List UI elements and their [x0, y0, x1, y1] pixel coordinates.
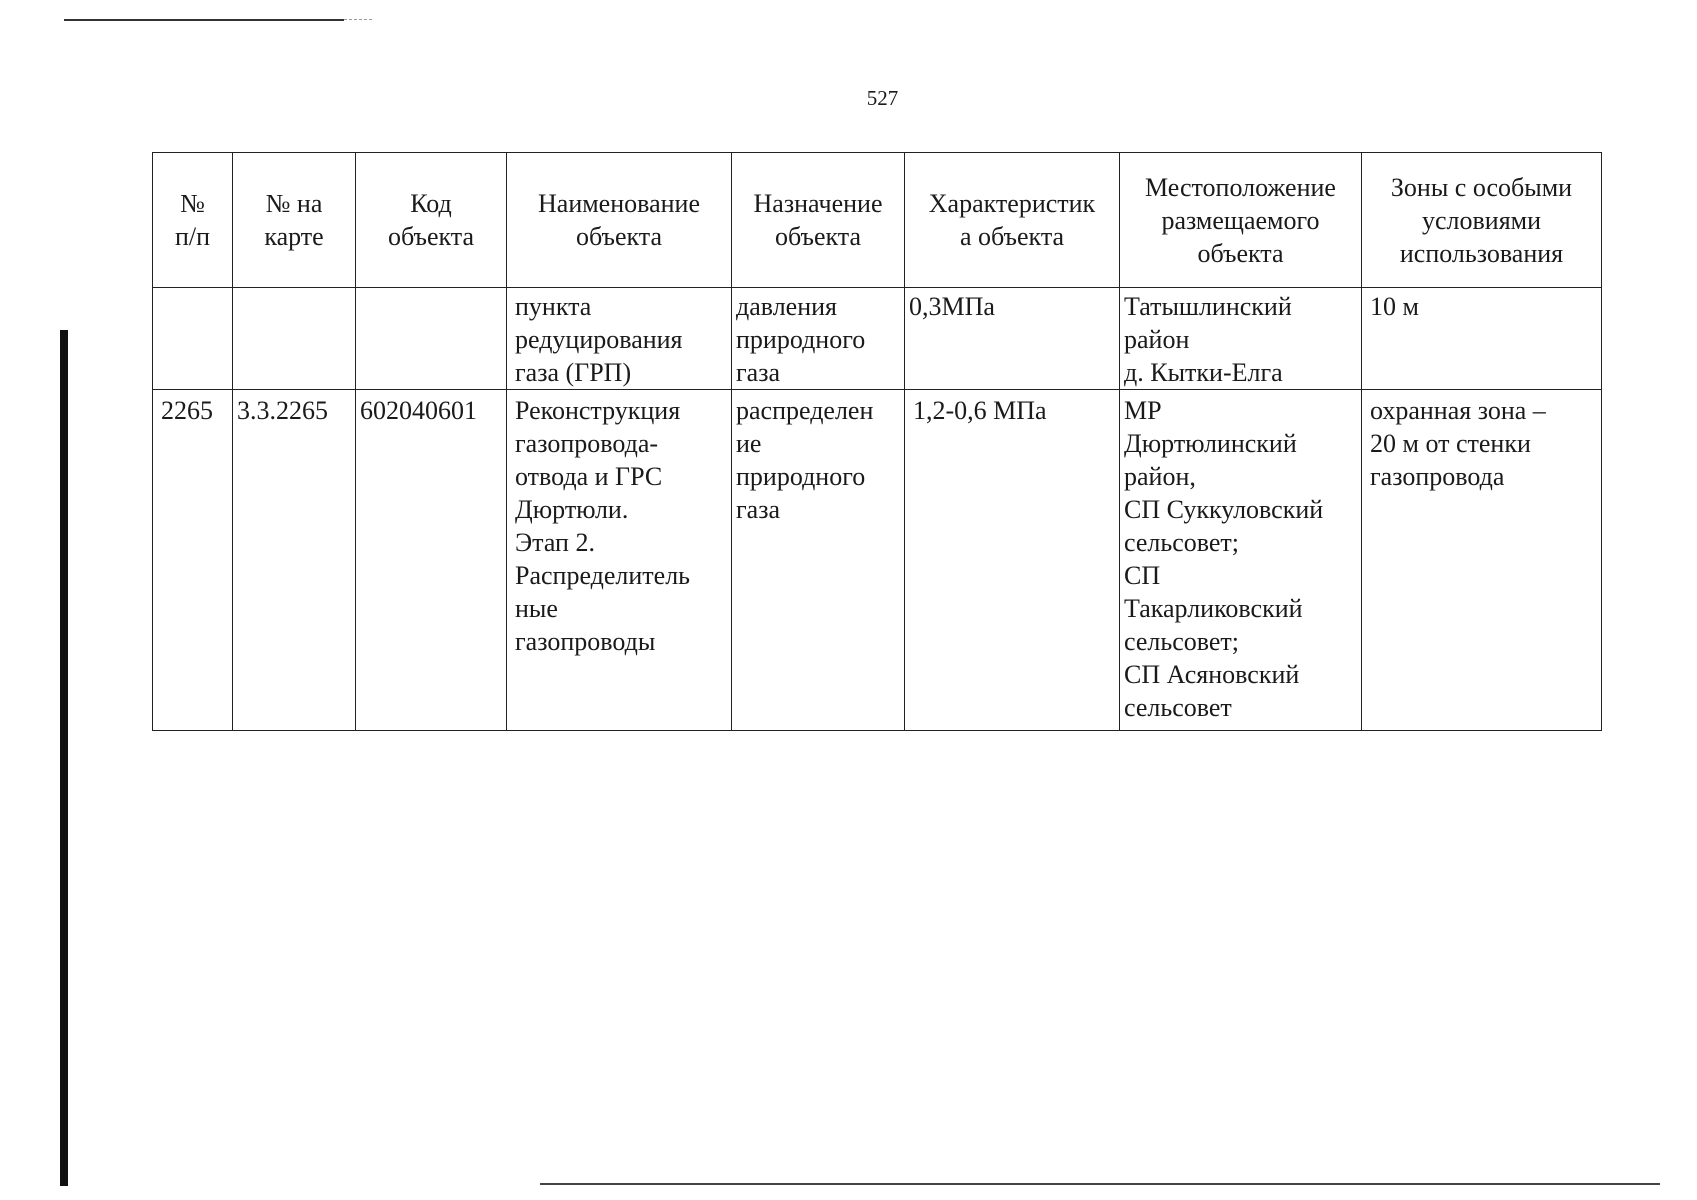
cell-object-location: Татышлинский район д. Кытки-Елга: [1120, 288, 1362, 390]
header-object-code: Код объекта: [356, 153, 507, 288]
cell-special-zones: 10 м: [1362, 288, 1602, 390]
table-row: [153, 390, 1602, 731]
cell-special-zones: охранная зона – 20 м от стенки газопровода: [1362, 390, 1602, 731]
cell-object-characteristic: 1,2-0,6 МПа: [905, 390, 1120, 731]
cell-map-number: [233, 288, 356, 390]
cell-object-code: 602040601: [356, 390, 507, 731]
cell-object-location: МР Дюртюлинский район, СП Суккуловский сельсовет; СП Такарликовский сельсовет; СП Асяновский сельсовет: [1120, 390, 1362, 731]
cell-object-characteristic: 0,3МПа: [905, 288, 1120, 390]
table-header-row: [153, 153, 1602, 288]
top-margin-rule: [64, 19, 344, 21]
cell-map-number: 3.3.2265: [233, 390, 356, 731]
objects-registry-table: [152, 152, 1602, 731]
header-map-number: № на карте: [233, 153, 356, 288]
cell-object-purpose: распределен ие природного газа: [732, 390, 905, 731]
header-special-zones: Зоны с особыми условиями использования: [1362, 153, 1602, 288]
header-object-name: Наименование объекта: [507, 153, 732, 288]
cell-object-name: Реконструкция газопровода- отвода и ГРС Дюртюли. Этап 2. Распределитель ные газопроводы: [507, 390, 732, 731]
page-number: 527: [866, 86, 899, 110]
header-object-characteristic: Характеристик а объекта: [905, 153, 1120, 288]
cell-row-number: [153, 288, 233, 390]
header-object-purpose: Назначение объекта: [732, 153, 905, 288]
cell-object-name: пункта редуцирования газа (ГРП): [507, 288, 732, 390]
cell-row-number: 2265: [153, 390, 233, 731]
cell-object-purpose: давления природного газа: [732, 288, 905, 390]
table-row: [153, 288, 1602, 390]
scan-binding-edge: [60, 330, 68, 1186]
header-row-number: № п/п: [153, 153, 233, 288]
header-object-location: Местоположение размещаемого объекта: [1120, 153, 1362, 288]
cell-object-code: [356, 288, 507, 390]
bottom-margin-rule: [540, 1183, 1660, 1185]
top-margin-rule-tail: [344, 19, 372, 20]
